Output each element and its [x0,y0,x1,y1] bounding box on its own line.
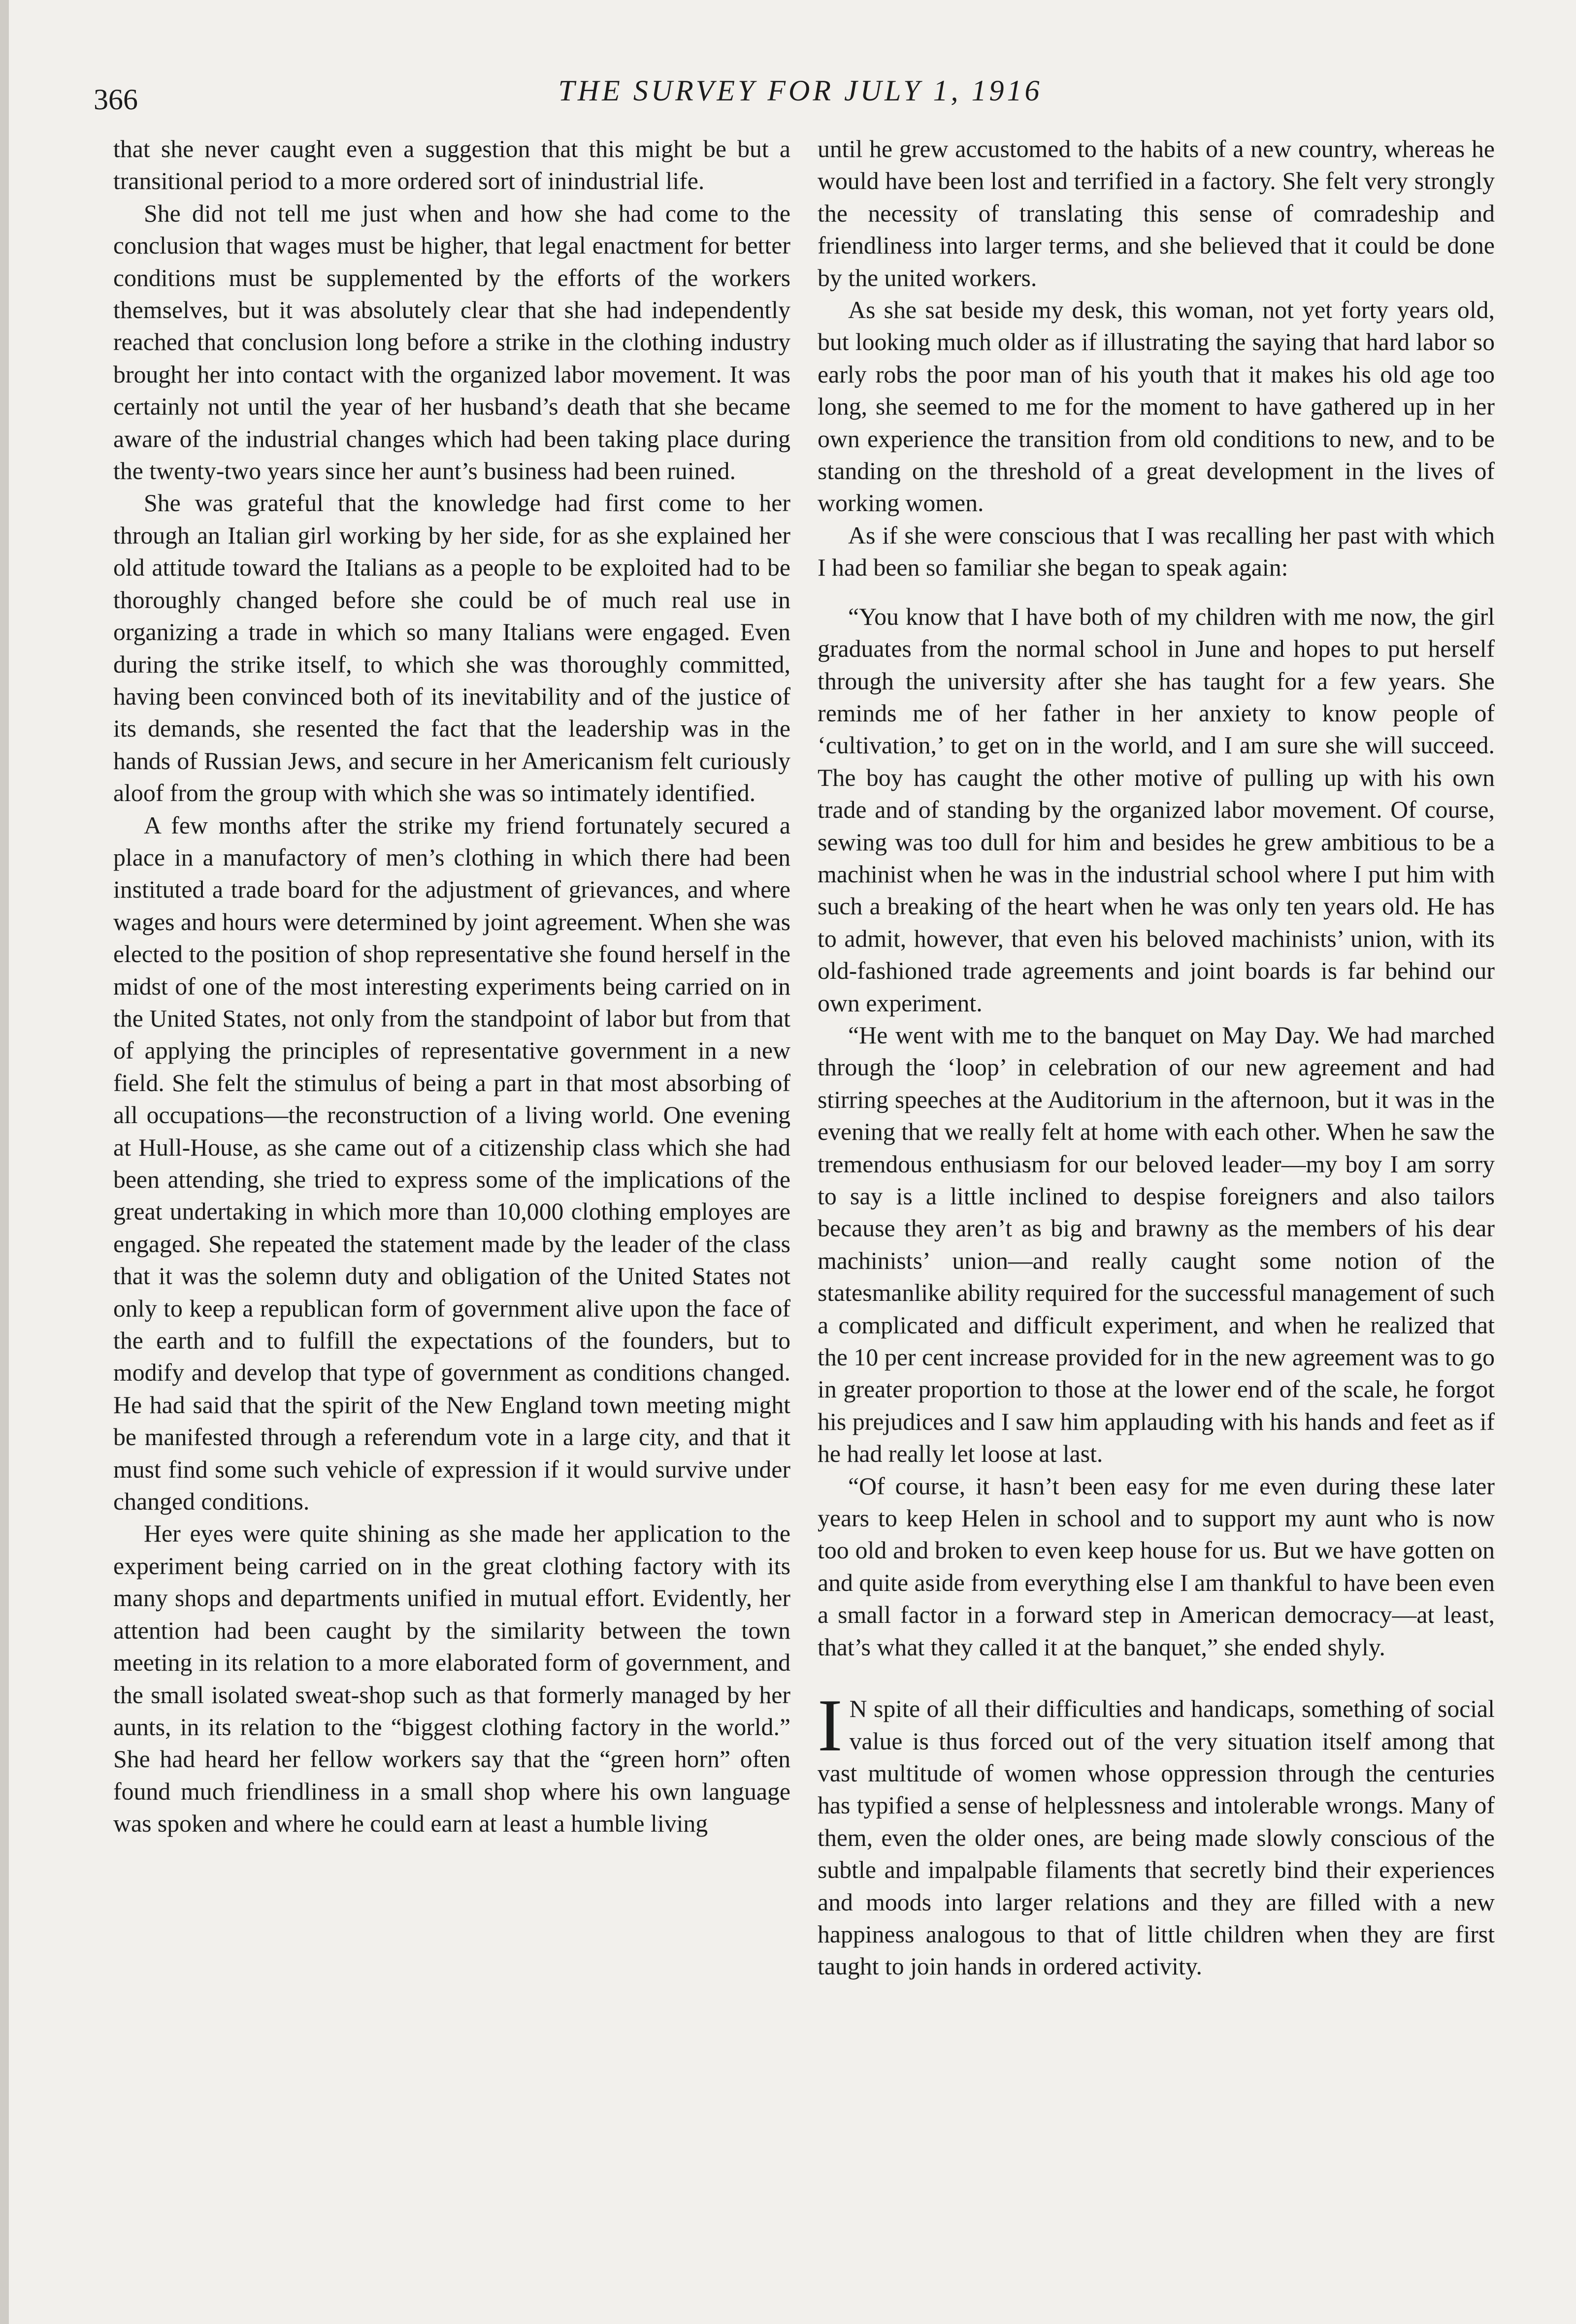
quoted-paragraph: “You know that I have both of my children with me now, the girl graduates from the normal school in June and hopes to put herself through the university after she has taught for a few years. She reminds me of her father in her anxiety to know people of ‘cultivation,’ to get on in the world, and I am sure she will succeed. The boy has caught the other motive of pulling up with his own trade and of standing by the organized labor movement. Of course, sewing was too dull for him and besides he grew ambitious to be a machinist when he was in the industrial school where I put him with such a breaking of the heart when he was only ten years old. He has to admit, however, that even his beloved machinists’ union, with its old-fashioned trade agreements and joint boards is far behind our own experiment. [818,603,1495,1017]
paragraph: until he grew accustomed to the habits of a new country, whereas he would have been lost and terrified in a factory. She felt very strongly the necessity of translating this sense of comradeship and friendliness into larger terms, and she believed that it could be done by the united workers. [818,135,1495,291]
paragraph: She was grateful that the knowledge had first come to her through an Italian girl working by her side, for as she explained her old attitude toward the Italians as a people to be exploited had to be thoroughly changed before she could be of much real use in organizing a trade in which so many Italians were engaged. Even during the strike itself, to which she was thoroughly committed, having been convinced both of its inevitability and of the justice of its demands, she resented the fact that the leadership was in the hands of Russian Jews, and secure in her Americanism felt curiously aloof from the group with which she was so intimately identified. [113,489,790,807]
paragraph: As she sat beside my desk, this woman, not yet forty years old, but looking much older as if illustrating the saying that hard labor so early robs the poor man of his youth that it makes his old age too long, she seemed to me for the moment to have gathered up in her own experience the transition from old conditions to new, and to be standing on the threshold of a great development in the lives of working women. [818,296,1495,517]
running-head: THE SURVEY FOR JULY 1, 1916 [558,74,1043,107]
left-column [113,133,790,1840]
right-column [818,133,1495,1983]
page-number: 366 [94,83,138,116]
drop-cap: I [818,1684,843,1767]
paragraph: As if she were conscious that I was recalling her past with which I had been so familiar she began to speak again: [818,521,1495,581]
page-edge-shadow [0,0,9,2324]
page-header [94,74,1507,128]
closing-paragraph-text: N spite of all their difficulties and handicaps, something of social value is thus forced out of the very situation itself among that vast multitude of women whose oppression through the centuries has typified a sense of helplessness and intolerable wrongs. Many of them, even the older ones, are being made slowly conscious of the subtle and impalpable filaments that secretly bind their experiences and moods into larger relations and they are filled with a new happiness analogous to that of little children when they are first taught to join hands in ordered activity. [818,1695,1495,1980]
paragraph: She did not tell me just when and how she had come to the conclusion that wages must be higher, that legal enactment for better conditions must be supplemented by the efforts of the workers themselves, but it was absolutely clear that she had independently reached that conclusion long before a strike in the clothing industry brought her into contact with the organized labor movement. It was certainly not until the year of her husband’s death that she became aware of the industrial changes which had been taking place during the twenty-two years since her aunt’s business had been ruined. [113,199,790,485]
quoted-paragraph: “Of course, it hasn’t been easy for me even during these later years to keep Helen in school and to support my aunt who is now too old and broken to even keep house for us. But we have gotten on and quite aside from everything else I am thankful to have been even a small factor in a forward step in American democracy—at least, that’s what they called it at the banquet,” she ended shyly. [818,1472,1495,1661]
quoted-paragraph: “He went with me to the banquet on May Day. We had marched through the ‘loop’ in celebration of our new agreement and had stirring speeches at the Auditorium in the afternoon, but it was in the evening that we really felt at home with each other. When he saw the tremendous enthusiasm for our beloved leader—my boy I am sorry to say is a little inclined to despise foreigners and also tailors because they aren’t as big and brawny as the members of his dear machinists’ union—and really caught some notion of the statesmanlike ability required for the successful management of such a complicated and difficult experiment, and when he realized that the 10 per cent increase provided for in the new agreement was to go in greater proportion to those at the lower end of the scale, he forgot his prejudices and I saw him applauding with his hands and feet as if he had really let loose at last. [818,1021,1495,1468]
paragraph: that she never caught even a suggestion that this might be but a transitional period to a more ordered sort of inindustrial life. [113,135,790,195]
paragraph: A few months after the strike my friend fortunately secured a place in a manufactory of men’s clothing in which there had been instituted a trade board for the adjustment of grievances, and where wages and hours were determined by joint agreement. When she was elected to the position of shop representative she found herself in the midst of one of the most interesting experiments being carried on in the United States, not only from the standpoint of labor but from that of applying the principles of representative government in a new field. She felt the stimulus of being a part in that most absorbing of all occupations—the reconstruction of a living world. One evening at Hull-House, as she came out of a citizenship class which she had been attending, she tried to express some of the implications of the great undertaking in which more than 10,000 clothing employes are engaged. She repeated the statement made by the leader of the class that it was the solemn duty and obligation of the United States not only to keep a republican form of government alive upon the face of the earth and to fulfill the expectations of the founders, but to modify and develop that type of government as conditions changed. He had said that the spirit of the New England town meeting might be manifested through a referendum vote in a large city, and that it must find some such vehicle of expression if it would survive under changed conditions. [113,811,790,1516]
closing-paragraph [818,1684,1495,1983]
paragraph: Her eyes were quite shining as she made her application to the experiment being carried on in the great clothing factory with its many shops and departments unified in mutual effort. Evidently, her attention had been caught by the similarity between the town meeting in its relation to a more elaborated form of government, and the small isolated sweat-shop such as that formerly managed by her aunts, in its relation to the “biggest clothing factory in the world.” She had heard her fellow workers say that the “green horn” often found much friendliness in a small shop where his own language was spoken and where he could earn at least a humble living [113,1520,790,1838]
